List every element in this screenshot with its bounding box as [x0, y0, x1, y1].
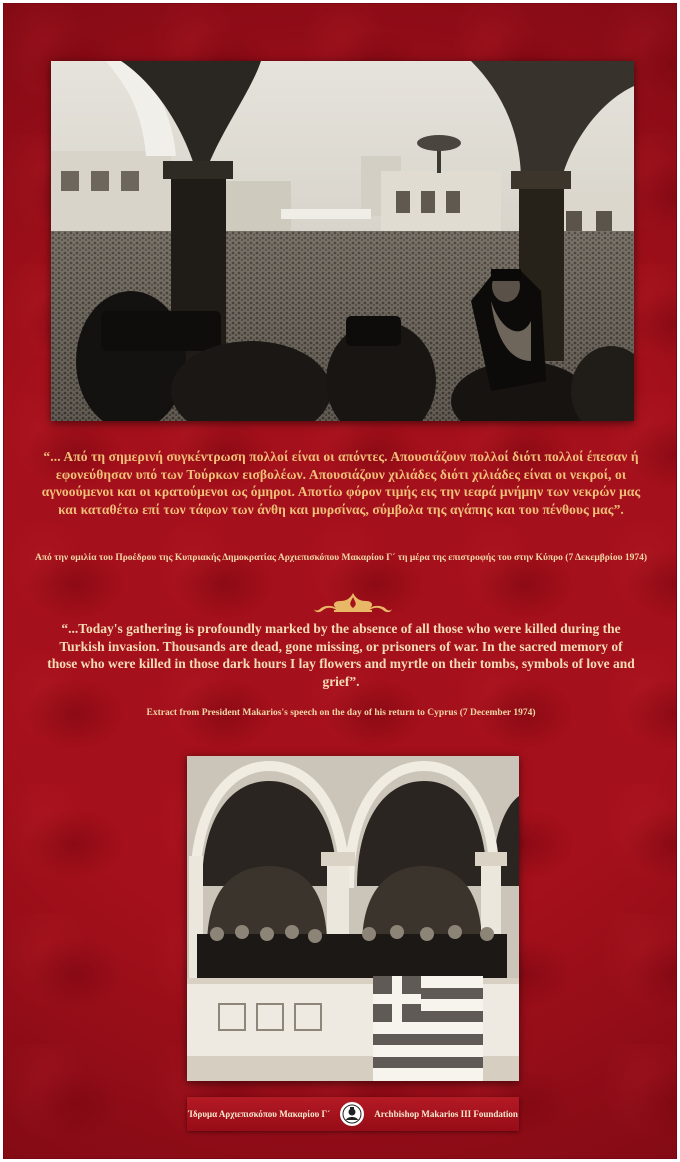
foundation-name-english: Archbishop Makarios III Foundation: [374, 1109, 518, 1119]
english-quote: “...Today's gathering is profoundly marked by the absence of all those who were killed during the Turkish invasion. Thousands are dead, gone missing, or prisoners of war. In the sacred memory of those who were killed in those dark hours I lay flowers and myrtle on their tombs, symbols of love and grief”.: [47, 621, 635, 689]
crowd-photo: [51, 61, 634, 421]
greek-quote: “... Από τη σημερινή συγκέντρωση πολλοί είναι οι απόντες. Απουσιάζουν πολλοί διότι πολλοί έπεσαν ή εφονεύθησαν υπό των Τούρκων εισβολέων. Απουσιάζουν χιλιάδες διότι χιλιάδες είναι οι νεκροί, οι αγνοούμενοι και οι κρατούμενοι ως όμηροι. Αποτίω φόρον τιμής εις την ιεαρά μνήμην των νεκρών μας και καταθέτω επί των τάφων των άνθη και μυρσίνας, σύμβολα της αγάπης και του πένθους μας”.: [41, 449, 641, 517]
poster: [3, 3, 677, 1159]
greek-caption: Από την ομιλία του Προέδρου της Κυπριακής Δημοκρατίας Αρχιεπισκόπου Μακαρίου Γ´ τη μέρα της επιστροφής του στην Κύπρο (7 Δεκεμβρίου 1974): [34, 553, 648, 563]
gold-scroll-ornament-icon: [312, 591, 394, 615]
english-caption: Extract from President Makarios's speech on the day of his return to Cyprus (7 December 1974): [146, 708, 536, 718]
foundation-emblem-icon: [340, 1102, 364, 1126]
foundation-name-greek: Ίδρυμα Αρχιεπισκόπου Μακαρίου Γ´: [188, 1109, 331, 1119]
balcony-photo: [187, 756, 519, 1081]
foundation-footer: [187, 1097, 519, 1131]
